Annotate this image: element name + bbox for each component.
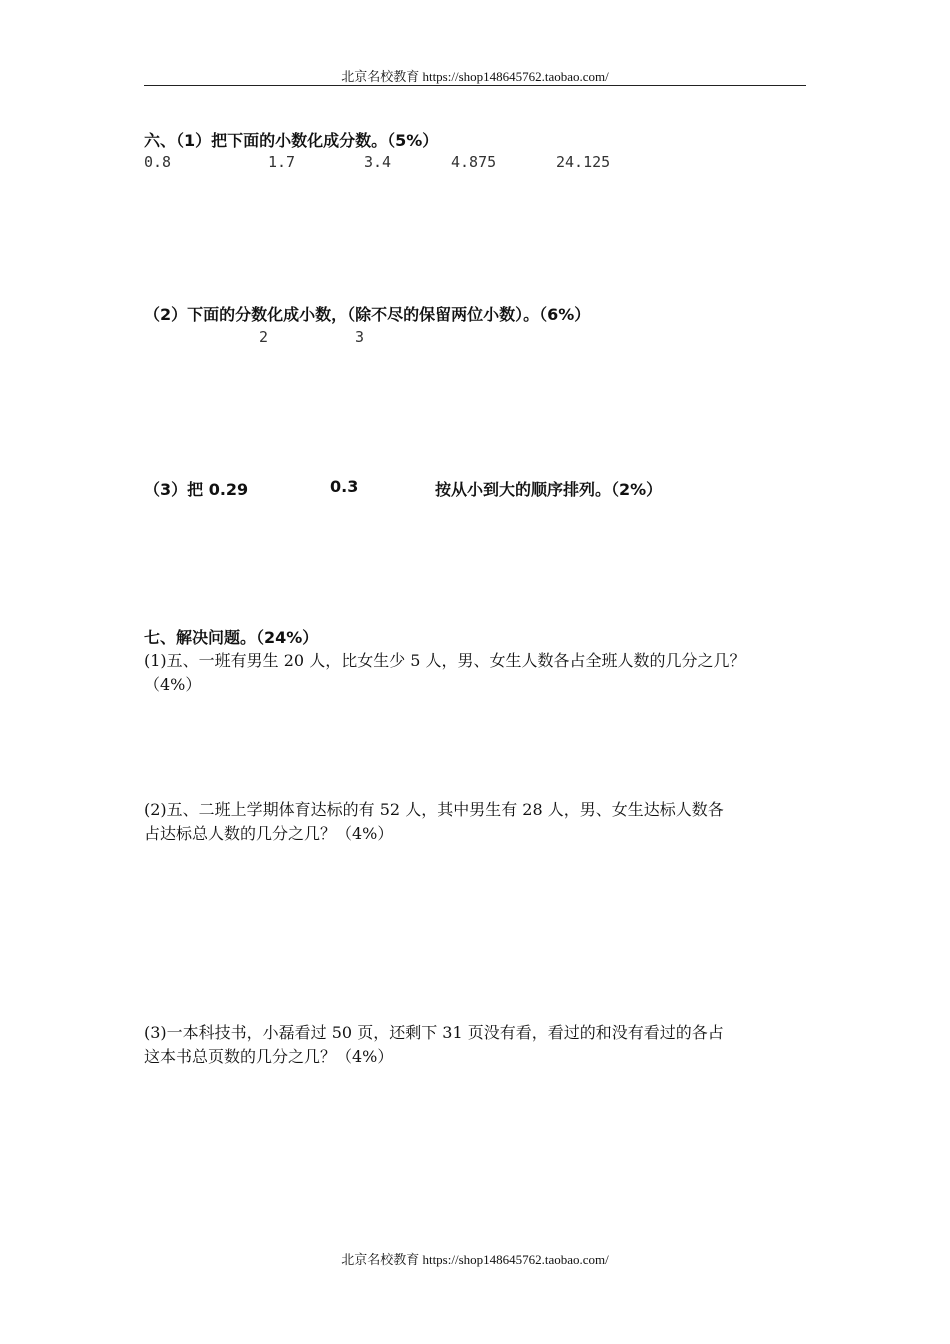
page-footer: 北京名校教育 https://shop148645762.taobao.com/: [341, 1252, 609, 1267]
header-divider: [144, 85, 806, 86]
question-3-line-1: (3)一本科技书，小磊看过 50 页，还剩下 31 页没有看，看过的和没有看过的各占: [144, 1023, 724, 1042]
question-1-line-1: (1)五、一班有男生 20 人，比女生少 5 人，男、女生人数各占全班人数的几分之几？: [144, 651, 746, 670]
question-2-line-1: (2)五、二班上学期体育达标的有 52 人，其中男生有 28 人，男、女生达标人数各: [144, 800, 724, 819]
decimal-item: 0.8: [144, 153, 172, 171]
section-6-part3-prefix: （3）把 0.29: [144, 480, 249, 499]
decimal-item: 1.7: [268, 153, 296, 171]
section-6-part2-title: （2）下面的分数化成小数，（除不尽的保留两位小数）。（6%）: [144, 305, 591, 324]
section-6-part3-suffix: 按从小到大的顺序排列。（2%）: [435, 480, 663, 499]
section-6-part3-value: 0.3: [330, 477, 359, 496]
question-3-line-2: 这本书总页数的几分之几？（4%）: [144, 1047, 394, 1066]
question-1-line-2: （4%）: [144, 675, 202, 694]
section-6-title: 六、（1）把下面的小数化成分数。（5%）: [144, 131, 439, 150]
decimal-item: 24.125: [556, 153, 611, 171]
fraction-numerator: 2: [259, 328, 269, 346]
page-header: 北京名校教育 https://shop148645762.taobao.com/: [341, 69, 609, 84]
question-2-line-2: 占达标总人数的几分之几？（4%）: [144, 824, 394, 843]
decimal-item: 3.4: [364, 153, 392, 171]
fraction-numerator: 3: [355, 328, 365, 346]
decimal-item: 4.875: [451, 153, 497, 171]
section-7-title: 七、解决问题。（24%）: [144, 628, 319, 647]
